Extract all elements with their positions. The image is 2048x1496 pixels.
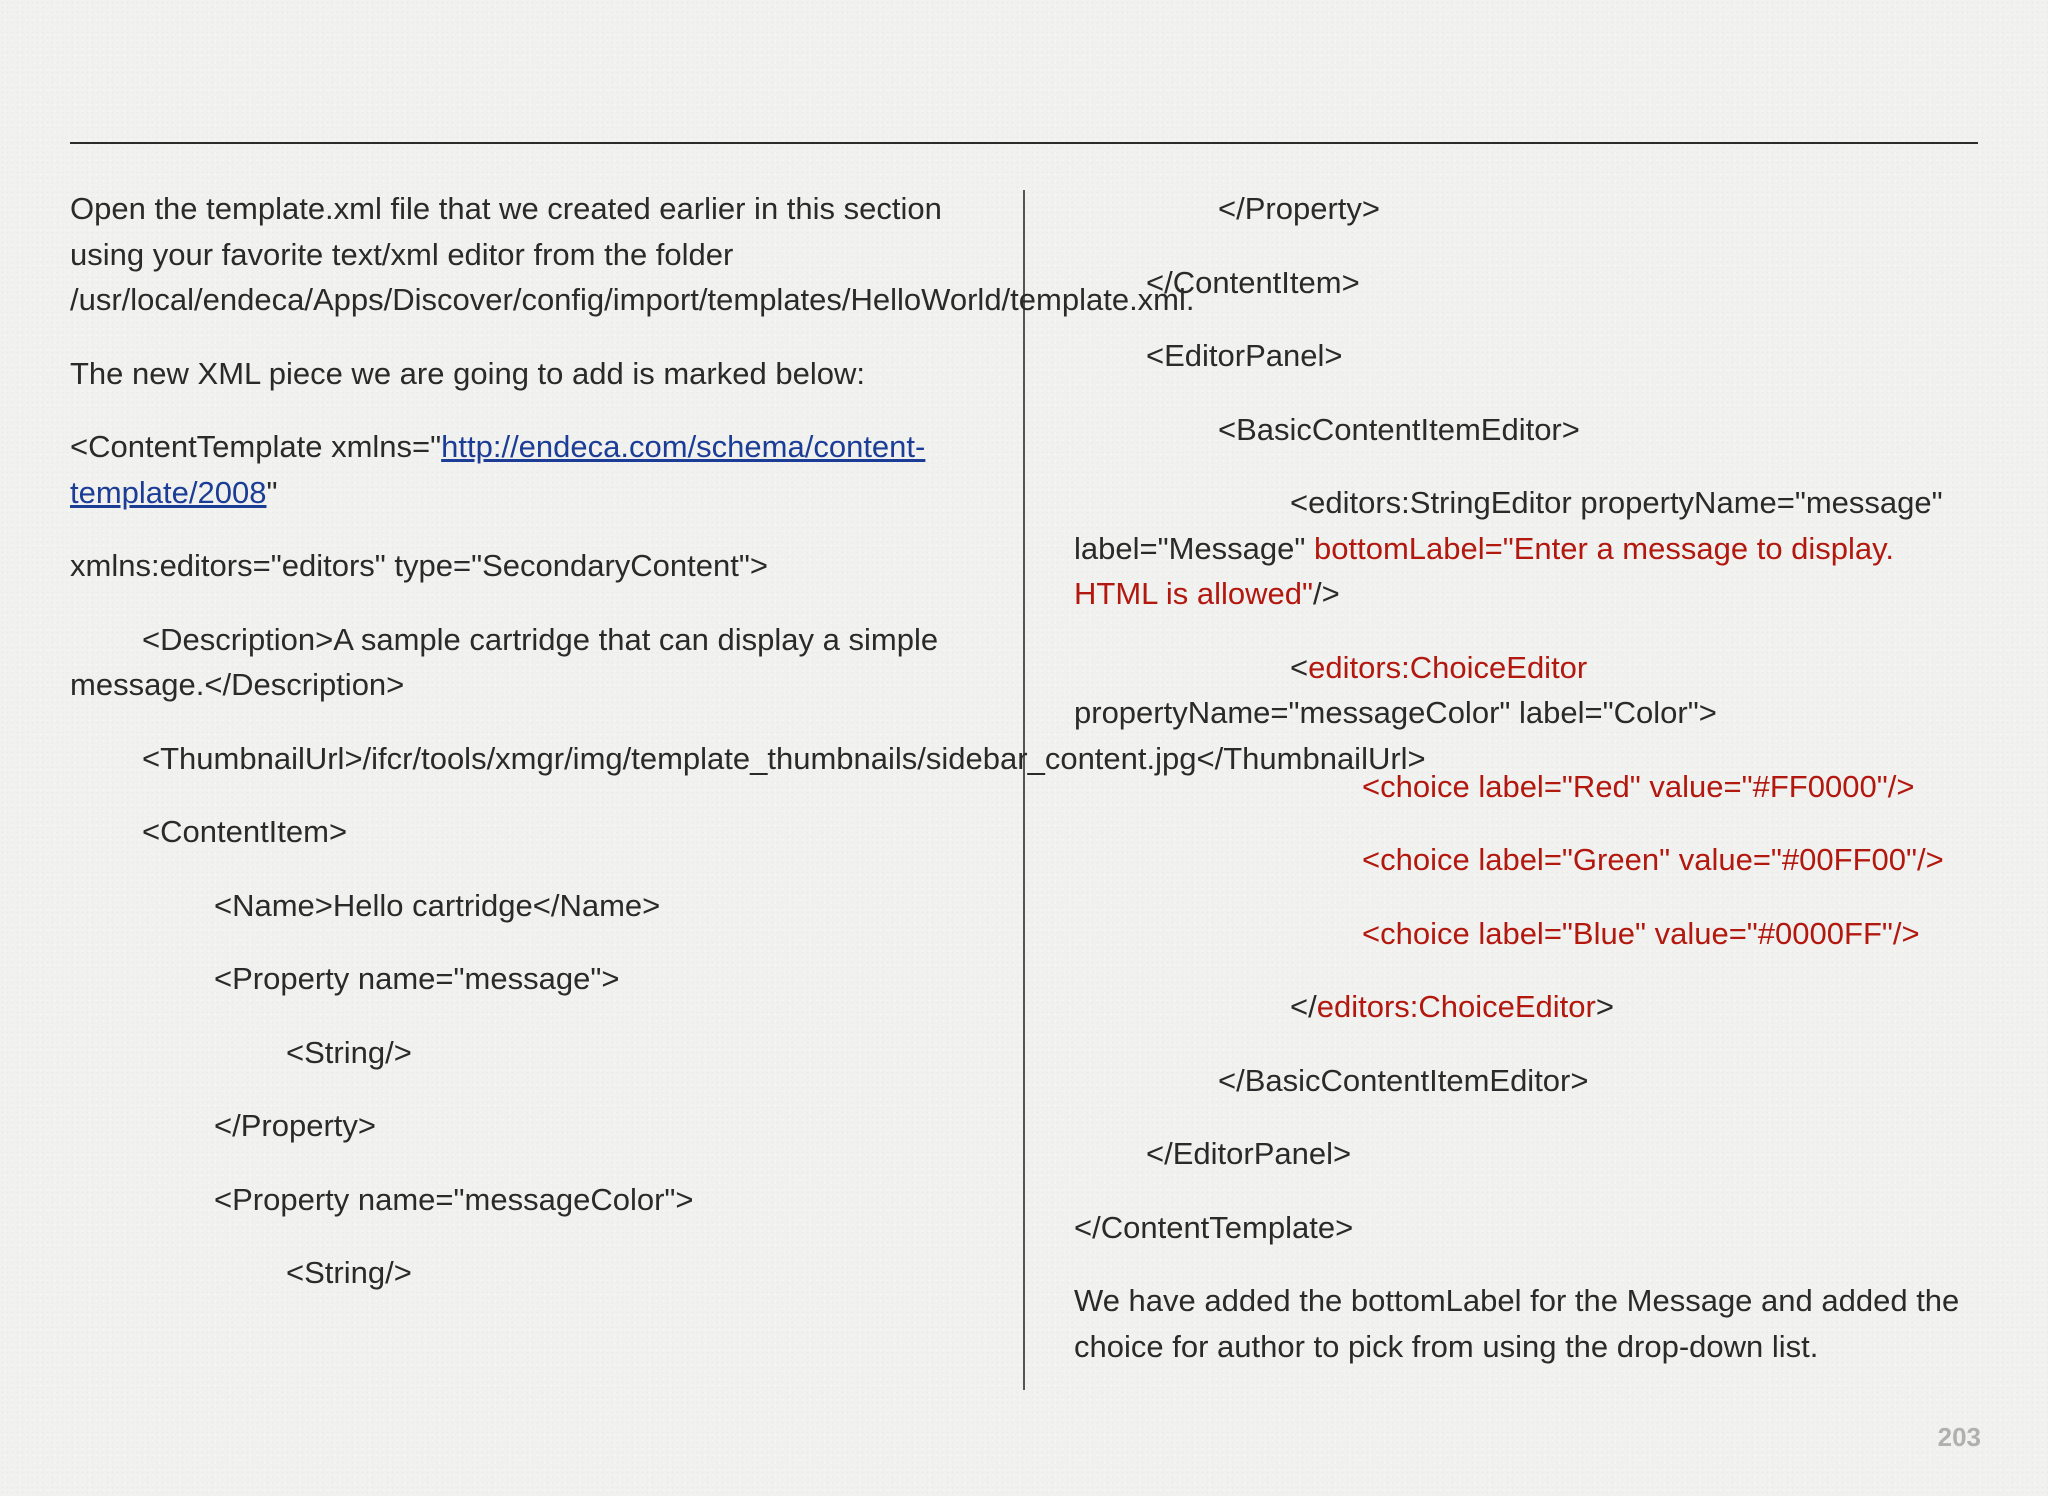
string-line-1: <String/> [286, 1034, 412, 1070]
content-item-close: </ContentItem> [1146, 264, 1360, 300]
content-item-open: <ContentItem> [142, 814, 348, 849]
basic-editor-open: <BasicContentItemEditor> [1218, 411, 1580, 447]
string-editor-prefix: <editors:StringEditor propertyName="message" label="Message" [1074, 485, 1943, 566]
basic-editor-close: </BasicContentItemEditor> [1218, 1062, 1589, 1098]
right-column [1074, 186, 1978, 1397]
name-line: <Name>Hello cartridge</Name> [214, 887, 661, 923]
property-close-2: </Property> [1218, 191, 1380, 226]
editor-panel-close: </EditorPanel> [1146, 1136, 1352, 1171]
choice-editor-close-gt: > [1595, 989, 1614, 1024]
string-line-2: <String/> [286, 1255, 412, 1290]
bottom-label-highlight: bottomLabel="Enter a message to display. HTML is allowed" [1074, 530, 1894, 611]
choice-green: <choice label="Green" value="#00FF00"/> [1362, 842, 1944, 877]
description-line: <Description>A sample cartridge that can display a simple message.</Description> [70, 621, 939, 702]
content-template-close: </ContentTemplate> [1074, 1209, 1354, 1245]
header-rule [70, 142, 1978, 144]
page-number: 203 [1937, 1422, 1981, 1452]
string-editor-suffix: /> [1312, 576, 1340, 611]
content-template-open [70, 424, 980, 515]
intro-paragraph: Open the template.xml file that we created earlier in this section using your favorite text/xml editor from the folder /usr/local/endeca/Apps/Discover/config/import/templates/HelloWorld/template.xml. [70, 191, 1195, 317]
choice-editor-attrs: propertyName="messageColor" label="Color"> [1074, 695, 1717, 730]
choice-editor-close [1074, 984, 1978, 1030]
column-divider [1023, 190, 1025, 1390]
property-color-open: <Property name="messageColor"> [214, 1181, 694, 1217]
choice-red: <choice label="Red" value="#FF0000"/> [1362, 768, 1915, 804]
property-message-open: <Property name="message"> [214, 961, 620, 996]
content-template-prefix: <ContentTemplate xmlns=" [70, 429, 442, 464]
choice-editor-close-lt: </ [1290, 989, 1317, 1024]
xmlns-editors-line: xmlns:editors="editors" type="SecondaryContent"> [70, 548, 768, 583]
schema-link[interactable]: http://endeca.com/schema/content-template/2008 [70, 429, 926, 510]
choice-blue: <choice label="Blue" value="#0000FF"/> [1362, 915, 1920, 951]
choice-editor-tag-highlight: editors:ChoiceEditor [1308, 649, 1588, 685]
content-template-suffix: " [266, 474, 278, 510]
property-close-1: </Property> [214, 1108, 376, 1143]
string-editor-line [1074, 480, 1978, 617]
choice-editor-open [1074, 645, 1978, 736]
new-piece-note: The new XML piece we are going to add is marked below: [70, 355, 865, 391]
choice-editor-close-tag-highlight: editors:ChoiceEditor [1316, 989, 1596, 1024]
editor-panel-open: <EditorPanel> [1146, 338, 1343, 373]
choice-editor-lt: < [1290, 649, 1309, 685]
thumbnail-line: <ThumbnailUrl>/ifcr/tools/xmgr/img/template_thumbnails/sidebar_content.jpg</ThumbnailUrl> [142, 740, 1426, 776]
summary-paragraph: We have added the bottomLabel for the Message and added the choice for author to pick from using the drop-down list. [1074, 1283, 1960, 1364]
